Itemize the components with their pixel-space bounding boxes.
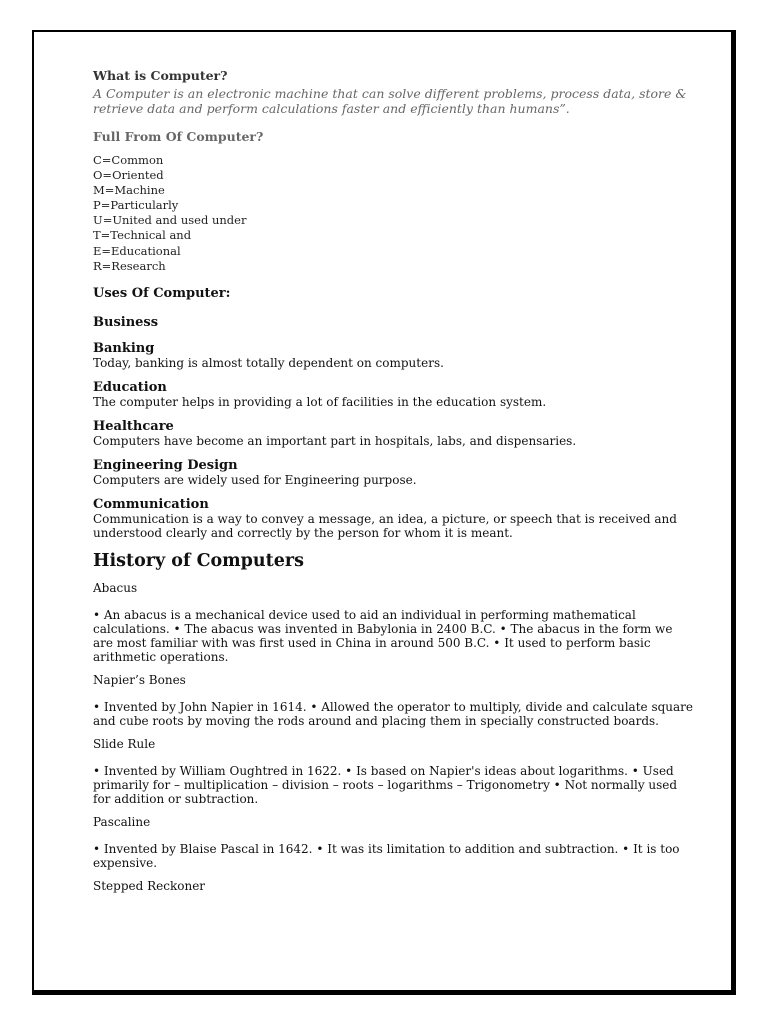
use-description: Today, banking is almost totally dependent on computers. (93, 355, 444, 370)
use-item-communication (93, 498, 693, 540)
use-description: Computers are widely used for Engineering purpose. (93, 472, 417, 487)
use-title: Healthcare (93, 418, 174, 434)
full-form-heading: Full From Of Computer? (93, 129, 264, 144)
use-title: Banking (93, 340, 155, 356)
acronym-item: O=Oriented (93, 168, 164, 183)
document-body (93, 68, 693, 894)
use-description: Communication is a way to convey a message, an idea, a picture, or speech that is received and understood clearly and correctly by the person for whom it is meant. (93, 511, 677, 540)
acronym-item: T=Technical and (93, 228, 192, 243)
use-item-healthcare (93, 420, 693, 448)
history-section-label: Slide Rule (93, 736, 156, 751)
business-heading: Business (93, 314, 159, 330)
what-is-computer-heading: What is Computer? (93, 68, 228, 83)
acronym-item: R=Research (93, 258, 166, 273)
history-title: History of Computers (93, 550, 304, 571)
use-item-banking (93, 342, 693, 370)
history-section-text: • Invented by Blaise Pascal in 1642. • It was its limitation to addition and subtraction. • It is too expensive. (93, 841, 680, 870)
use-description: Computers have become an important part in hospitals, labs, and dispensaries. (93, 433, 577, 448)
history-section-text: • An abacus is a mechanical device used to aid an individual in performing mathematical calculations. • The abacus was invented in Babylonia in 2400 B.C. • The abacus in the form we are most familiar with was first used in China in around 500 B.C. • It used to perform basic arithmetic operations. (93, 607, 673, 664)
acronym-list (93, 153, 693, 274)
acronym-item: U=United and used under (93, 213, 247, 228)
history-section-label: Napier’s Bones (93, 672, 186, 687)
use-item-education (93, 381, 693, 409)
acronym-item: C=Common (93, 153, 164, 167)
acronym-item: M=Machine (93, 183, 165, 198)
history-section-label: Pascaline (93, 814, 151, 829)
computer-definition: A Computer is an electronic machine that can solve different problems, process data, store & retrieve data and perform calculations faster and efficiently than humans”. (93, 86, 687, 116)
use-title: Engineering Design (93, 457, 238, 473)
history-section-text: • Invented by John Napier in 1614. • Allowed the operator to multiply, divide and calculate square and cube roots by moving the rods around and placing them in specially constructed boards. (93, 699, 694, 728)
history-section-label: Abacus (93, 580, 138, 595)
use-title: Communication (93, 496, 209, 512)
use-title: Education (93, 379, 167, 395)
use-description: The computer helps in providing a lot of facilities in the education system. (93, 394, 547, 409)
history-section-label: Stepped Reckoner (93, 878, 206, 893)
acronym-item: E=Educational (93, 243, 181, 258)
use-item-engineering-design (93, 459, 693, 487)
uses-heading: Uses Of Computer: (93, 285, 231, 301)
history-section-text: • Invented by William Oughtred in 1622. • Is based on Napier's ideas about logarithms. • Used primarily for – multiplication – division – roots – logarithms – Trigonometry • Not normally used for addition or subtraction. (93, 763, 678, 806)
acronym-item: P=Particularly (93, 198, 179, 213)
